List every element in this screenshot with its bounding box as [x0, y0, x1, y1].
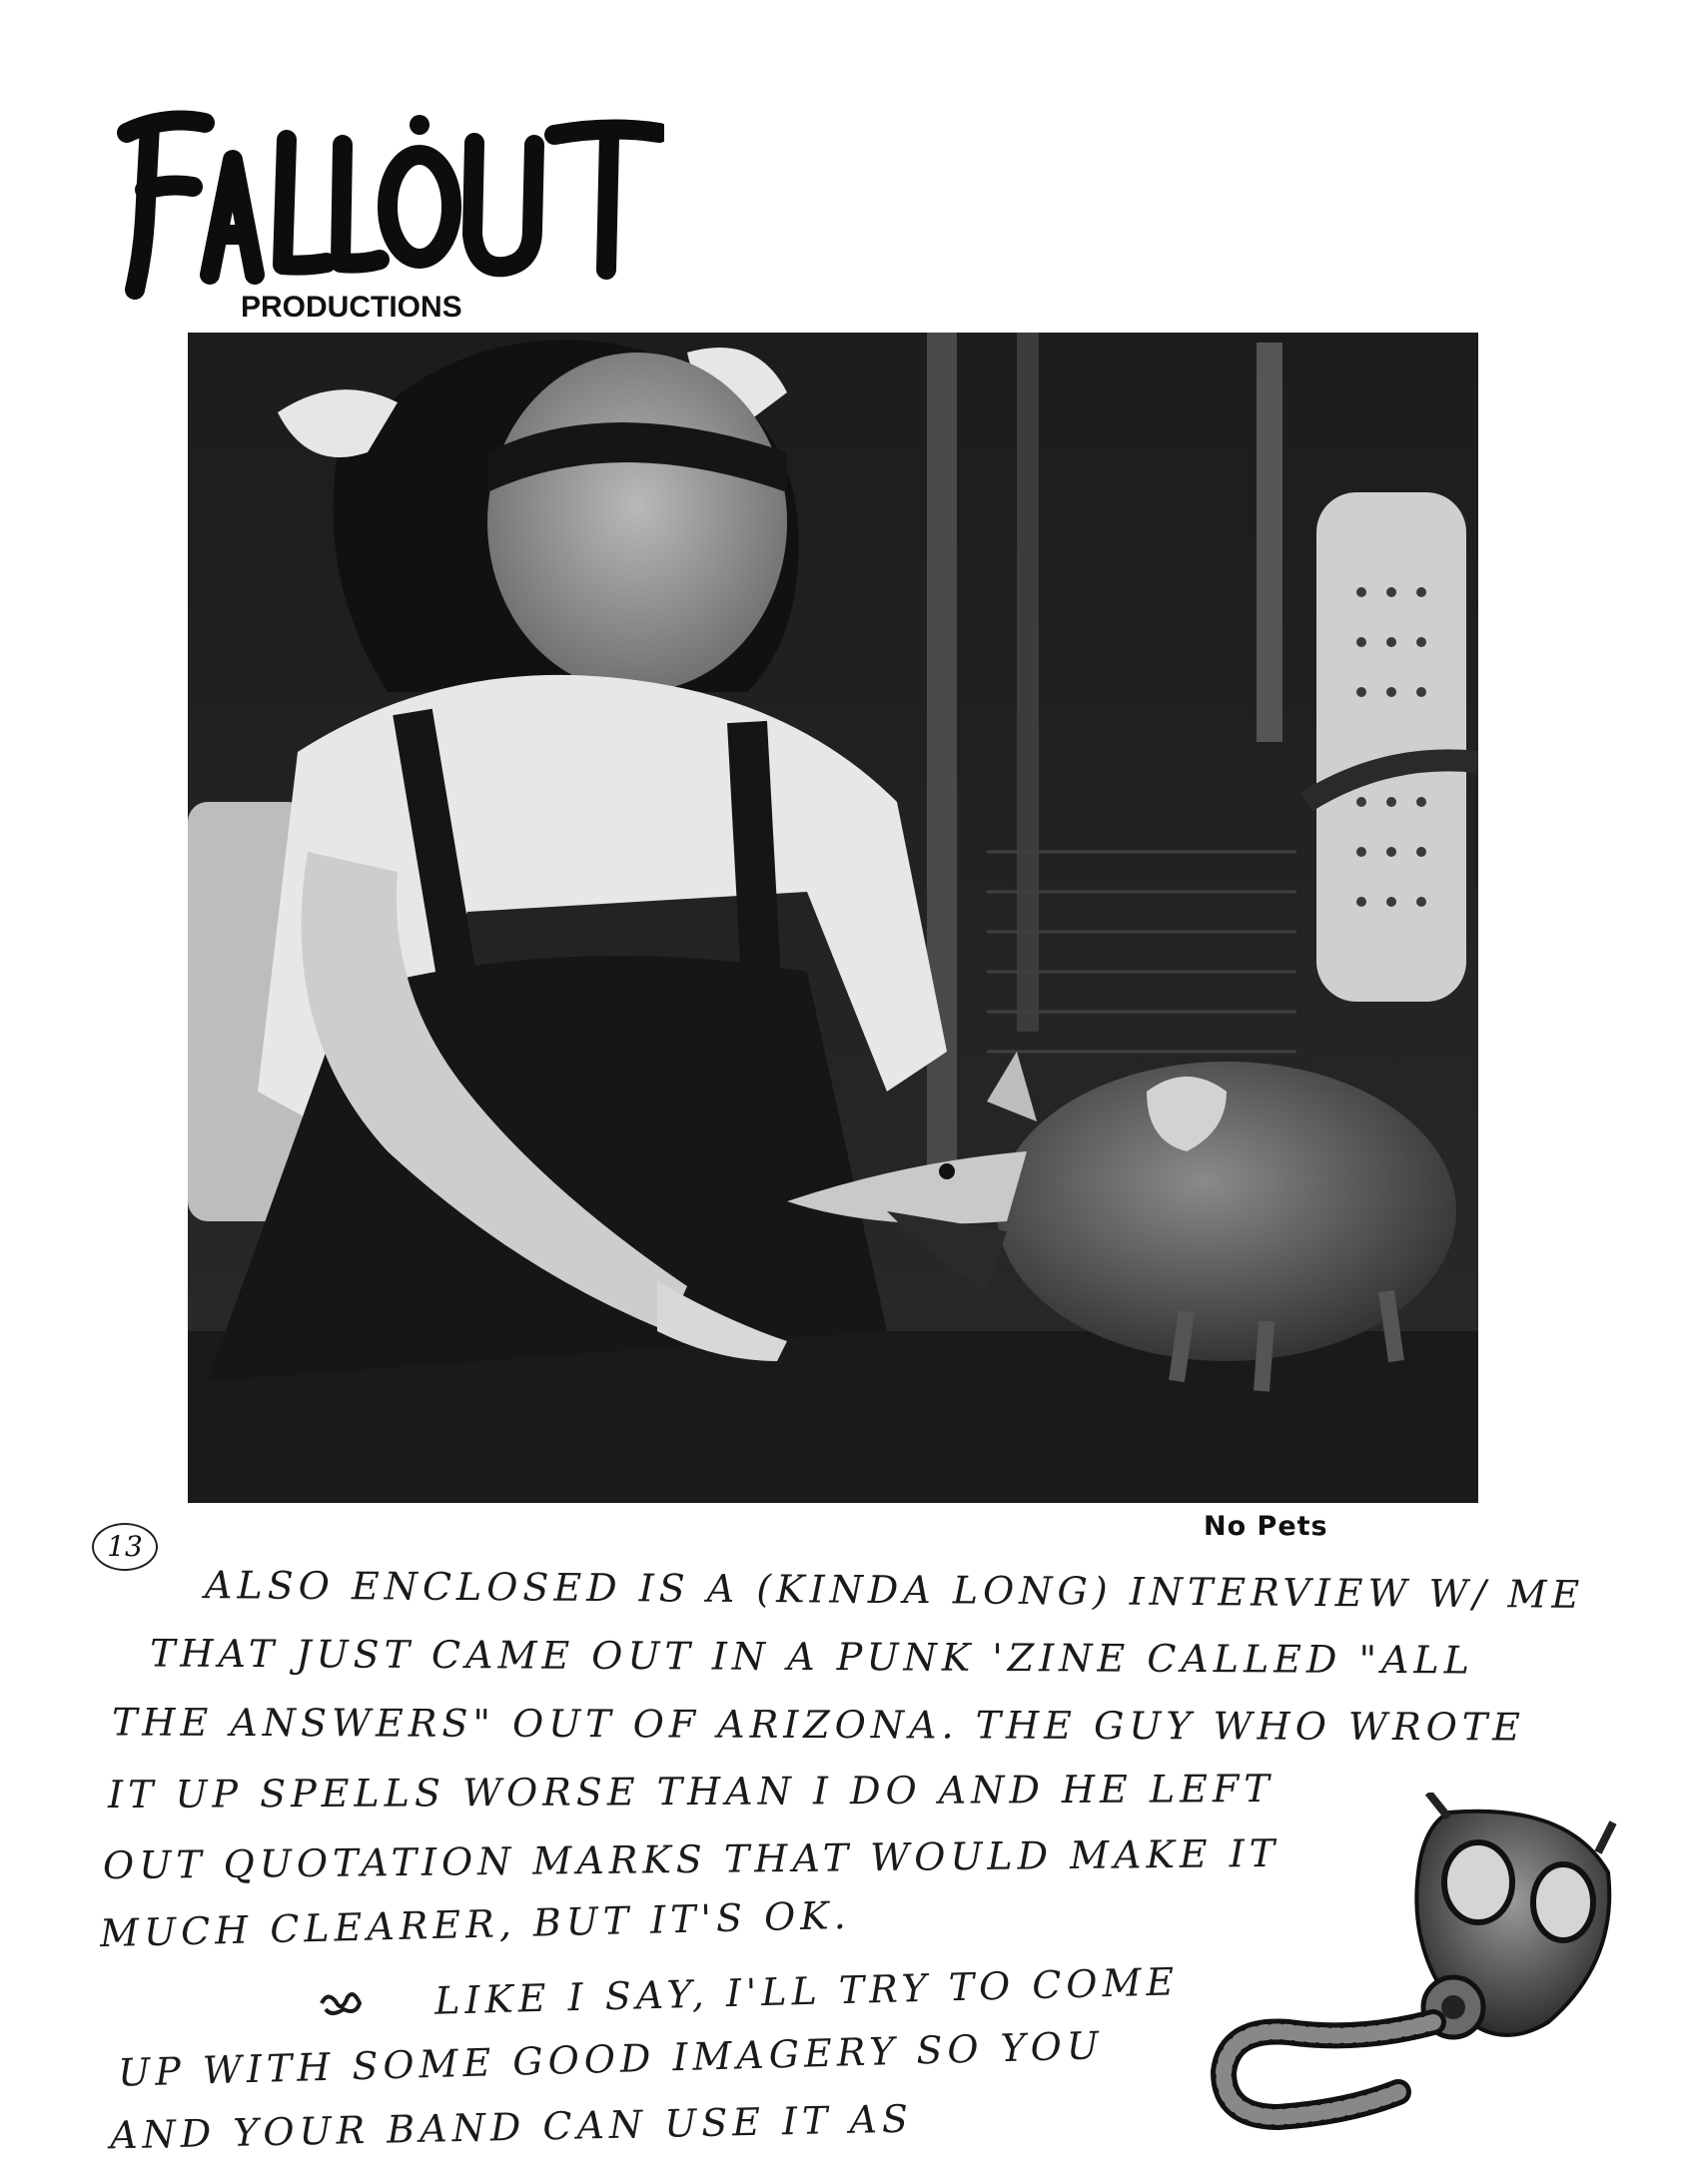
- scribble-mark: [318, 1987, 366, 2019]
- note-line: ALSO ENCLOSED IS A (KINDA LONG) INTERVIEW W/ ME: [204, 1563, 1585, 1617]
- note-line: THE ANSWERS" OUT OF ARIZONA. THE GUY WHO WROTE: [111, 1700, 1525, 1750]
- note-line: AND YOUR BAND CAN USE IT AS: [109, 2096, 914, 2158]
- logo-subtitle: PRODUCTIONS: [241, 291, 462, 324]
- note-line: OUT QUOTATION MARKS THAT WOULD MAKE IT: [102, 1830, 1280, 1888]
- photo-caption: No Pets: [1204, 1511, 1328, 1542]
- note-line: LIKE I SAY, I'LL TRY TO COME: [433, 1959, 1180, 2023]
- note-line: MUCH CLEARER, BUT IT'S OK.: [99, 1892, 852, 1956]
- note-line: IT UP SPELLS WORSE THAN I DO AND HE LEFT: [107, 1766, 1274, 1818]
- note-line: UP WITH SOME GOOD IMAGERY SO YOU: [117, 2023, 1105, 2095]
- page-number: 13: [92, 1523, 158, 1571]
- note-line: THAT JUST CAME OUT IN A PUNK 'ZINE CALLED "ALL: [149, 1631, 1475, 1683]
- gas-mask-icon: [1209, 1793, 1618, 2132]
